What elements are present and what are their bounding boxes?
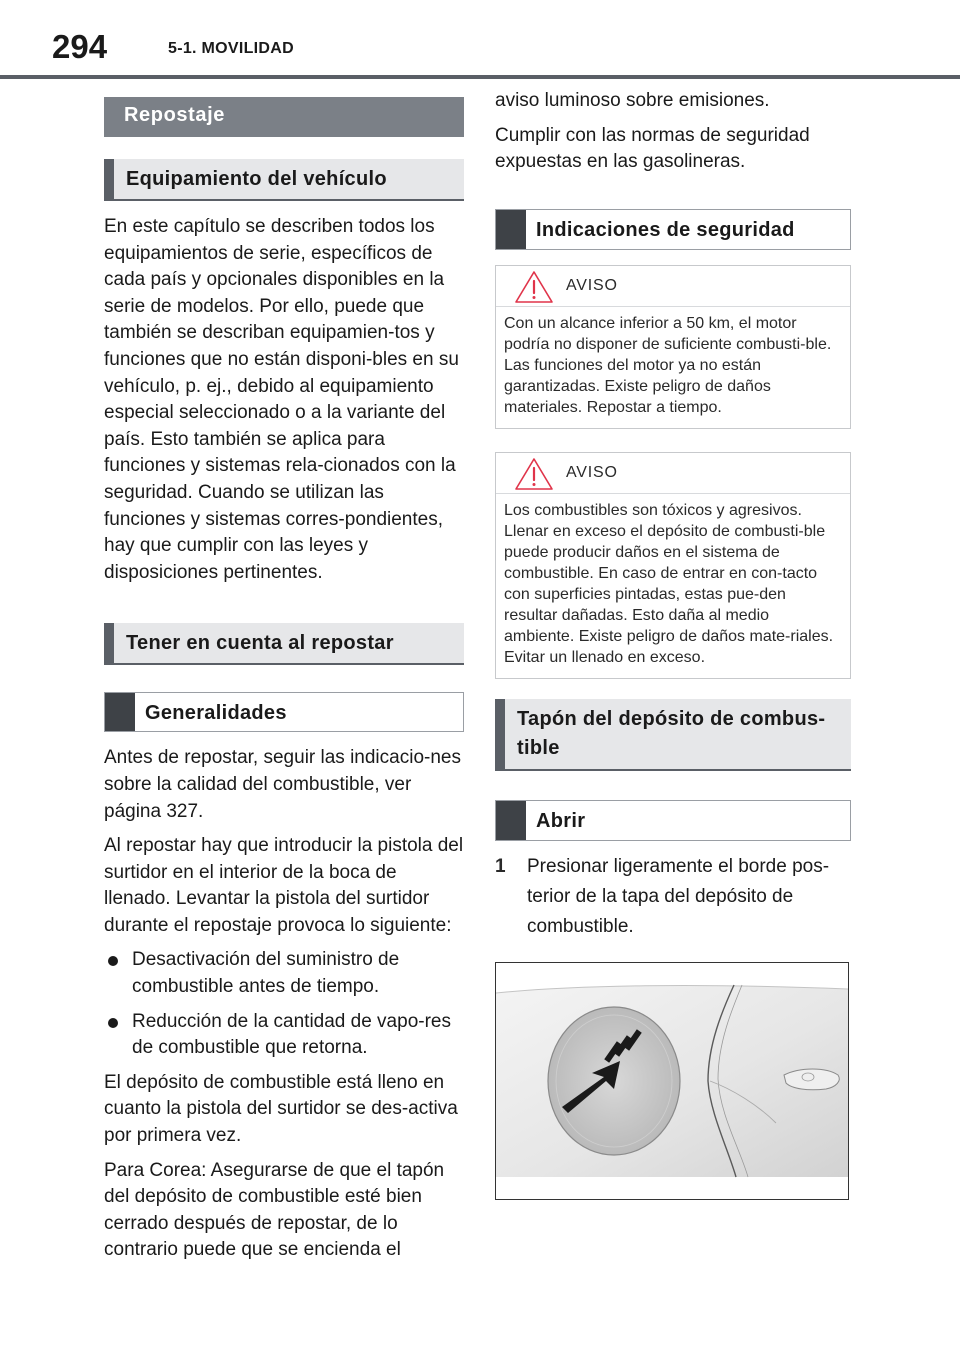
left-column bbox=[104, 97, 464, 1264]
list-item bbox=[104, 1009, 464, 1062]
paragraph-cumplir: Cumplir con las normas de seguridad expuestas en las gasolineras. bbox=[495, 124, 810, 173]
bullet-text: Desactivación del suministro de combustible antes de tiempo. bbox=[132, 949, 400, 998]
list-item bbox=[104, 947, 464, 1000]
bullet-dot-icon bbox=[108, 956, 118, 966]
fuel-flap-illustration bbox=[495, 962, 849, 1200]
step-item bbox=[495, 852, 851, 942]
heading-tener-en-cuenta: Tener en cuenta al repostar bbox=[104, 623, 464, 665]
page-number: 294 bbox=[52, 28, 108, 65]
step-number: 1 bbox=[495, 855, 506, 877]
heading-abrir: Abrir bbox=[495, 800, 851, 841]
warning-text: Con un alcance inferior a 50 km, el motor podría no disponer de suficiente combusti-ble. Las funciones del motor ya no están garantizadas. Existe peligro de daños materiales. Repostar a tiempo. bbox=[504, 314, 832, 416]
paragraph-calidad: Antes de repostar, seguir las indicacio-nes sobre la calidad del combustible, ver página 327. bbox=[104, 747, 461, 822]
heading-generalidades: Generalidades bbox=[104, 692, 464, 732]
paragraph-corea: Para Corea: Asegurarse de que el tapón del depósito de combustible esté bien cerrado después de repostar, de lo contrario puede que se encienda el bbox=[104, 1159, 445, 1261]
fuel-flap-drawing bbox=[496, 963, 848, 1199]
paragraph-continuation: aviso luminoso sobre emisiones. bbox=[495, 90, 770, 111]
warning-box bbox=[495, 452, 851, 679]
warning-title: AVISO bbox=[566, 463, 618, 481]
heading-tapon: Tapón del depósito de combus-tible bbox=[495, 699, 851, 771]
warning-box bbox=[495, 265, 851, 429]
paragraph-equipamiento: En este capítulo se describen todos los equipamientos de serie, específicos de cada país y opcionales disponibles en la serie de modelos. Por ello, puede que también se describan equipamien-tos y funciones que no están disponi-bles en su vehículo, p. ej., debido al equipamiento especial seleccionado o a la variante del país. Esto también se aplica para funciones y sistemas rela-cionados con la seguridad. Cuando se utilizan las funciones y sistemas corres-pondientes, hay que cumplir con las leyes y disposiciones pertinentes. bbox=[104, 216, 459, 583]
heading-repostaje: Repostaje bbox=[104, 97, 464, 137]
heading-equipamiento: Equipamiento del vehículo bbox=[104, 159, 464, 201]
step-text: Presionar ligeramente el borde pos-terior de la tapa del depósito de combustible. bbox=[527, 855, 830, 937]
warning-triangle-icon bbox=[514, 457, 554, 491]
section-reference: 5-1. MOVILIDAD bbox=[168, 40, 294, 57]
warning-header bbox=[496, 453, 850, 494]
bullet-dot-icon bbox=[108, 1018, 118, 1028]
bullet-text: Reducción de la cantidad de vapo-res de combustible que retorna. bbox=[132, 1010, 451, 1059]
warning-triangle-icon bbox=[514, 270, 554, 304]
paragraph-pistola: Al repostar hay que introducir la pistola del surtidor en el interior de la boca de llenado. Levantar la pistola del surtidor durante el repostaje provoca lo siguiente: bbox=[104, 835, 464, 936]
warning-text: Los combustibles son tóxicos y agresivos. Llenar en exceso el depósito de combusti-ble puede producir daños en el sistema de combustible. En caso de entrar en con-tacto con superficies pintadas, estas pue-den resultar dañadas. Esto daña al medio ambiente. Existe peligro de daños mate-riales. Evitar un llenado en exceso. bbox=[504, 501, 834, 666]
heading-indicaciones: Indicaciones de seguridad bbox=[495, 209, 851, 250]
warning-header bbox=[496, 266, 850, 307]
right-column bbox=[495, 88, 851, 942]
page-header bbox=[0, 0, 960, 80]
paragraph-lleno: El depósito de combustible está lleno en cuanto la pistola del surtidor se des-activa por primera vez. bbox=[104, 1071, 458, 1147]
warning-title: AVISO bbox=[566, 276, 618, 294]
header-rule bbox=[0, 75, 960, 79]
